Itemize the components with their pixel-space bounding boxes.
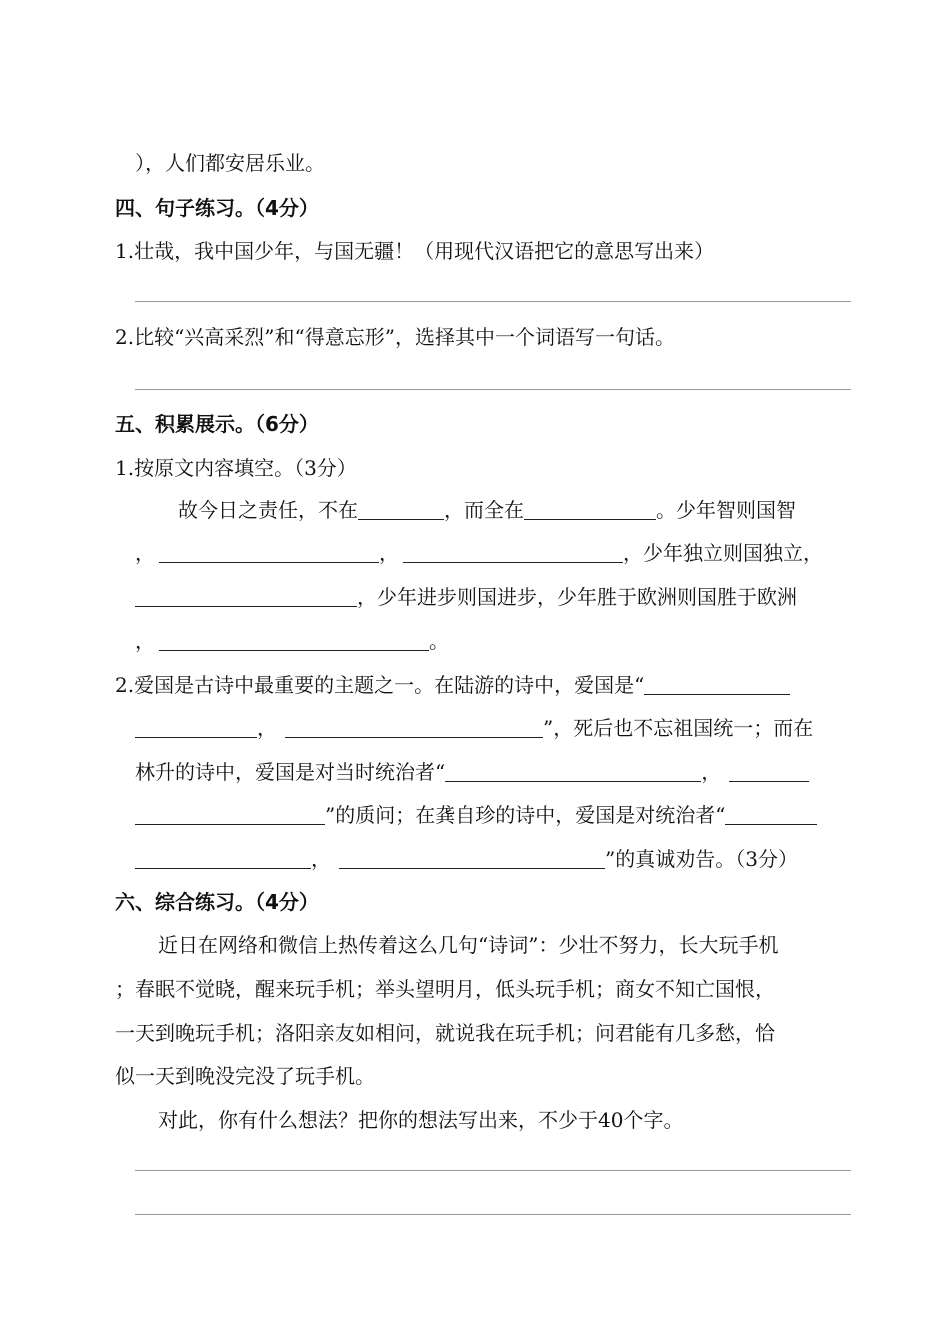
fill-line-4 [135, 628, 449, 654]
sec4-question-1: 1.壮哉，我中国少年，与国无疆！（用现代汉语把它的意思写出来） [115, 239, 715, 263]
fill-blank[interactable] [339, 848, 605, 869]
fill-blank[interactable] [135, 804, 325, 825]
fill-blank[interactable] [729, 761, 809, 782]
fill-blank[interactable] [159, 630, 429, 651]
fill-blank[interactable] [159, 542, 379, 563]
text: ，少年独立则国独立， [623, 541, 823, 565]
text: ，少年进步则国进步，少年胜于欧洲则国胜于欧洲 [357, 585, 797, 609]
sec4-question-2: 2.比较“兴高采烈”和“得意忘形”，选择其中一个词语写一句话。 [115, 325, 675, 349]
sec6-paragraph-line: 似一天到晚没完没了玩手机。 [115, 1064, 375, 1088]
sec6-paragraph-line: ；春眠不觉晓，醒来玩手机；举头望明月，低头玩手机；商女不知亡国恨， [115, 977, 775, 1001]
text: ”，死后也不忘祖国统一；而在 [543, 716, 814, 740]
sec5-question-2-line-2 [135, 715, 813, 741]
fill-blank[interactable] [285, 717, 543, 738]
section-4-title: 四、句子练习。（4分） [115, 196, 319, 220]
section-6-title: 六、综合练习。（4分） [115, 890, 319, 914]
text: ， [701, 760, 722, 784]
fill-blank[interactable] [725, 804, 817, 825]
text: ，而全在 [444, 498, 524, 522]
sec6-paragraph-line: 近日在网络和微信上热传着这么几句“诗词”：少壮不努力，长大玩手机 [158, 933, 779, 957]
fill-blank[interactable] [445, 761, 701, 782]
fill-blank[interactable] [135, 848, 311, 869]
fill-blank[interactable] [524, 499, 656, 520]
sec6-paragraph-line: 一天到晚玩手机；洛阳亲友如相问，就说我在玩手机；问君能有几多愁，恰 [115, 1021, 775, 1045]
text: ”的真诚劝告。（3分） [605, 847, 798, 871]
sec5-question-2-line-3 [135, 759, 809, 785]
text: ， [135, 541, 155, 565]
text: 故今日之责任，不在 [178, 498, 358, 522]
sec5-question-2-line-4 [135, 802, 817, 828]
fill-blank[interactable] [358, 499, 444, 520]
text: 。少年智则国智 [656, 498, 796, 522]
text: 林升的诗中，爱国是对当时统治者“ [135, 760, 446, 784]
text: ， [135, 629, 155, 653]
text: 。 [429, 629, 449, 653]
sec5-question-2-line-1 [115, 672, 790, 698]
text: ， [257, 716, 277, 740]
sec6-prompt: 对此，你有什么想法？把你的想法写出来，不少于40个字。 [158, 1108, 684, 1132]
text: ， [311, 847, 331, 871]
section-5-title: 五、积累展示。（6分） [115, 412, 319, 436]
fill-blank[interactable] [644, 674, 790, 695]
text: ”的质问；在龚自珍的诗中，爱国是对统治者“ [325, 803, 726, 827]
sec5-question-1: 1.按原文内容填空。（3分） [115, 456, 357, 480]
fill-line-3 [135, 584, 797, 610]
fill-blank[interactable] [135, 717, 257, 738]
text: ， [379, 541, 399, 565]
fill-line-2 [135, 540, 823, 566]
answer-line[interactable] [135, 389, 851, 390]
text: 2.爱国是古诗中最重要的主题之一。在陆游的诗中，爱国是“ [115, 673, 645, 697]
answer-line[interactable] [135, 301, 851, 302]
fill-blank[interactable] [403, 542, 623, 563]
answer-line[interactable] [135, 1214, 851, 1215]
carryover-text: ），人们都安居乐业。 [135, 151, 325, 175]
fill-blank[interactable] [135, 586, 357, 607]
answer-line[interactable] [135, 1170, 851, 1171]
sec5-question-2-line-5 [135, 846, 798, 872]
fill-line-1 [178, 497, 796, 523]
